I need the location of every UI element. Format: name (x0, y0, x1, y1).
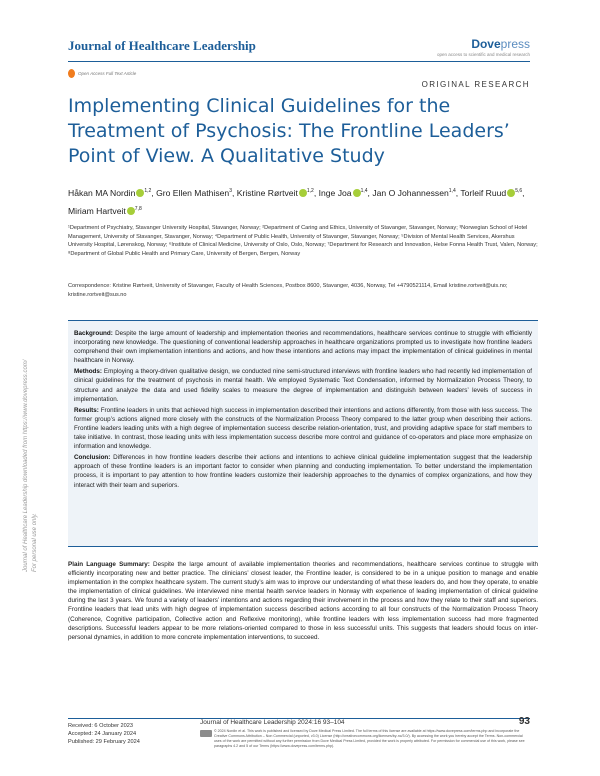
abstract-conclusion: Conclusion: Differences in how frontline leaders describe their actions and intentions to achieve clinical guideline implementation suggest that the leadership approach of these frontline leaders is an important factor to consider when planning and conducting implementation. To better understand the implementation process, it is important to pay attention to how frontline leaders customize their leadership approaches to the dynamics of complex organizations, and how they interact with their team and superiors. (74, 454, 532, 489)
author-name[interactable]: Jan O Johannessen$^{1,4}$ (372, 188, 456, 198)
author-name[interactable]: Inge Joa $^{1,4}$ (318, 188, 368, 198)
author-name[interactable]: Miriam Hartveit $^{7,8}$ (68, 206, 142, 216)
open-access-label: Open Access Full Text Article (78, 71, 137, 76)
orcid-icon[interactable] (353, 189, 361, 197)
header-divider (68, 61, 530, 62)
accepted-date: Accepted: 24 January 2024 (68, 731, 137, 737)
article-type-label: ORIGINAL RESEARCH (421, 80, 530, 89)
received-date: Received: 6 October 2023 (68, 723, 133, 729)
abstract-background: Background: Despite the large amount of leadership and implementation theories and recommendations, healthcare services continue to struggle with efficiently incorporating new knowledge. The questioning of conventional leadership approaches in healthcare organizations prompted us to investigate how frontline leaders comprehend their own implementation intentions and actions, and how these intentions and actions may impact the implementation of clinical guidelines in mental healthcare in Norway. (74, 330, 533, 365)
publisher-logo[interactable] (437, 37, 530, 57)
abstract (68, 320, 538, 547)
page-number: 93 (518, 716, 530, 727)
journal-name[interactable]: Journal of Healthcare Leadership (68, 38, 256, 53)
publisher-name: Dovepress (471, 37, 530, 51)
affiliations: ¹Department of Psychiatry, Stavanger University Hospital, Stavanger, Norway; ²Department of Caring and Ethics, University of Stavanger, Stavanger, Norway; ³Norwegian School of Hotel Management, University of Stavanger, Stavanger, Norway; ⁴Department of Public Health, University of Stavanger, Stavanger, Norway; ⁵Division of Mental Health Services, Akershus University Hospital, Lørenskog, Norway; ⁶Institute of Clinical Medicine, University of Oslo, Oslo, Norway; ⁷Department for Research and Innovation, Helse Fonna Health Trust, Valen, Norway; ⁸Department of Global Public Health and Primary Care, University of Bergen, Bergen, Norway (68, 225, 538, 257)
publisher-tagline: open access to scientific and medical research (436, 52, 530, 57)
publication-dates (68, 722, 140, 746)
plain-language-summary: Plain Language Summary: Despite the large amount of available implementation theories and recommendations, healthcare services continue to struggle with efficiently incorporating new and better practice. The clinicians’ closest leader, the Frontline leader, is considered to be in a unique position to manage and enable implementation in the complex healthcare system. The current study’s aim was to improve our understanding of what these leaders do, and how they operate, to enable the implementation of clinical guidelines. We interviewed nine mental health service leaders in Norway with experience of leading implementation of clinical guideline during the last 3 years. We found a variety of leaders’ intentions and actions regarding their involvement in the process and how they relate to their staff and superiors. Frontline leaders that lead units with high degree of implementation success described actions according to all four constructs of the Normalization Process Theory (Coherence, Cognitive participation, Collective action and Reflexive monitoring), while frontline leaders with less implementation success had more fragmented descriptions. Successful leaders appear to be more relations-oriented compared to those in less successful units. This suggests that leaders should focus on inter-personal dynamics, in addition to more concrete implementation interventions, to succeed. (68, 561, 538, 641)
abstract-results: Results: Frontline leaders in units that achieved high success in implementation described their intentions and actions differently, from those with less success. The former group’s actions aligned more closely with the constructs of the Normalization Process Theory compared to the latter group when describing their actions. Frontline leaders leading units with a high degree of implementation success describe relation-orientation, trust, and providing adaptive space for staff members to take initiative. In contrast, those leading units with less implementation success describe more control and guidance of co-operators and place more emphasize on information and knowledge. (74, 406, 532, 451)
correspondence: Correspondence: Kristine Rørtveit, University of Stavanger, Faculty of Health Sciences, Postbox 8600, Stavanger, 4036, Norway, Tel +4790521114, Email kristine.rortveit@uis.no; kristine.rortveit@sus.no (68, 283, 508, 298)
published-date: Published: 29 February 2024 (68, 739, 140, 745)
article-title: Implementing Clinical Guidelines for the Treatment of Psychosis: The Frontline Leaders’ Point of View. A Qualitative Study (68, 95, 510, 167)
footer-citation: Journal of Healthcare Leadership 2024:16 93–104 (200, 719, 345, 726)
author-list: Håkan MA Nordin $^{1,2}$, Gro Ellen Mathisen$^3$, Kristine Rørtveit $^{1,2}$, Inge Joa $^{1,4}$, Jan O Johannessen$^{1,4}$, Torleif Ruud $^{5,6}$, Miriam Hartveit $^{7,8}$ (68, 188, 525, 216)
open-access-lock-icon (68, 69, 75, 78)
author-name[interactable]: Kristine Rørtveit $^{1,2}$ (236, 188, 314, 198)
author-name[interactable]: Håkan MA Nordin $^{1,2}$ (68, 188, 152, 198)
abstract-methods: Methods: Employing a theory-driven qualitative design, we conducted nine semi-structured interviews with frontline leaders who had recently led implementation of clinical guidelines for the treatment of psychosis in mental health. We employed Systematic Text Condensation, informed by Normalization Process Theory, to structure and analyze the data and used fidelity scales to measure the degree of implementation and distinguish between leaders’ levels of success in implementation. (74, 368, 533, 403)
orcid-icon[interactable] (299, 189, 307, 197)
author-name[interactable]: Torleif Ruud $^{5,6}$ (460, 188, 523, 198)
side-watermark: Journal of Healthcare Leadership downloaded from https://www.dovepress.com/ For personal use only. (23, 359, 38, 572)
creative-commons-icon[interactable] (200, 730, 212, 737)
open-access-badge (68, 69, 136, 78)
author-name[interactable]: Gro Ellen Mathisen$^3$ (156, 188, 232, 198)
license-text: © 2024 Nordin et al. This work is published and licensed by Dove Medical Press Limited. The full terms of this license are available at https://www.dovepress.com/terms.php and incorporate the Creative Commons Attribution – Non Commercial (unported, v3.0) License (http://creativecommons.org/licenses/by-nc/3.0/). By accessing the work you hereby accept the Terms. Non-commercial uses of the work are permitted without any further permission from Dove Medical Press Limited, provided the work is properly attributed. For permission for commercial use of this work, please see paragraphs 4.2 and 5 of our Terms (https://www.dovepress.com/terms.php). (214, 729, 525, 748)
orcid-icon[interactable] (127, 207, 135, 215)
